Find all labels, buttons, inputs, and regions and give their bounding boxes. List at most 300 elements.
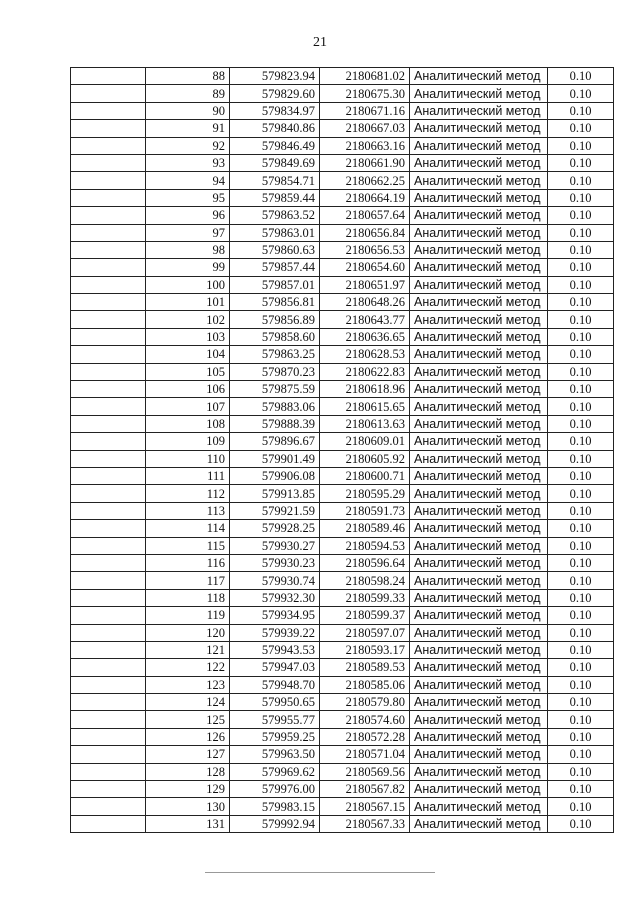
point-number-cell: 104 <box>146 346 230 363</box>
method-cell: Аналитический метод <box>410 450 548 467</box>
method-cell: Аналитический метод <box>410 572 548 589</box>
method-cell: Аналитический метод <box>410 537 548 554</box>
table-row <box>71 294 614 311</box>
accuracy-cell: 0.10 <box>548 746 614 763</box>
point-number-cell: 125 <box>146 711 230 728</box>
method-cell: Аналитический метод <box>410 781 548 798</box>
row-blank-cell <box>71 763 146 780</box>
point-number-cell: 95 <box>146 189 230 206</box>
accuracy-cell: 0.10 <box>548 398 614 415</box>
table-row <box>71 520 614 537</box>
coordinate-x-cell: 579930.27 <box>230 537 320 554</box>
method-cell: Аналитический метод <box>410 467 548 484</box>
accuracy-cell: 0.10 <box>548 85 614 102</box>
accuracy-cell: 0.10 <box>548 294 614 311</box>
accuracy-cell: 0.10 <box>548 641 614 658</box>
accuracy-cell: 0.10 <box>548 728 614 745</box>
point-number-cell: 103 <box>146 328 230 345</box>
accuracy-cell: 0.10 <box>548 102 614 119</box>
table-row <box>71 781 614 798</box>
table-row <box>71 624 614 641</box>
row-blank-cell <box>71 467 146 484</box>
row-blank-cell <box>71 659 146 676</box>
row-blank-cell <box>71 154 146 171</box>
coordinate-y-cell: 2180643.77 <box>320 311 410 328</box>
point-number-cell: 100 <box>146 276 230 293</box>
row-blank-cell <box>71 728 146 745</box>
row-blank-cell <box>71 589 146 606</box>
coordinate-x-cell: 579947.03 <box>230 659 320 676</box>
row-blank-cell <box>71 102 146 119</box>
coordinate-x-cell: 579959.25 <box>230 728 320 745</box>
coordinates-table <box>70 67 614 833</box>
accuracy-cell: 0.10 <box>548 381 614 398</box>
method-cell: Аналитический метод <box>410 102 548 119</box>
coordinate-x-cell: 579888.39 <box>230 415 320 432</box>
coordinate-x-cell: 579863.01 <box>230 224 320 241</box>
table-row <box>71 485 614 502</box>
row-blank-cell <box>71 624 146 641</box>
method-cell: Аналитический метод <box>410 137 548 154</box>
point-number-cell: 106 <box>146 381 230 398</box>
coordinate-y-cell: 2180609.01 <box>320 433 410 450</box>
coordinate-y-cell: 2180628.53 <box>320 346 410 363</box>
method-cell: Аналитический метод <box>410 485 548 502</box>
row-blank-cell <box>71 537 146 554</box>
method-cell: Аналитический метод <box>410 172 548 189</box>
row-blank-cell <box>71 485 146 502</box>
page-bottom-rule <box>205 872 435 873</box>
coordinate-y-cell: 2180579.80 <box>320 694 410 711</box>
accuracy-cell: 0.10 <box>548 224 614 241</box>
table-row <box>71 224 614 241</box>
accuracy-cell: 0.10 <box>548 537 614 554</box>
accuracy-cell: 0.10 <box>548 68 614 85</box>
point-number-cell: 94 <box>146 172 230 189</box>
method-cell: Аналитический метод <box>410 624 548 641</box>
method-cell: Аналитический метод <box>410 189 548 206</box>
table-row <box>71 398 614 415</box>
accuracy-cell: 0.10 <box>548 137 614 154</box>
row-blank-cell <box>71 172 146 189</box>
coordinate-x-cell: 579829.60 <box>230 85 320 102</box>
table-row <box>71 711 614 728</box>
point-number-cell: 88 <box>146 68 230 85</box>
method-cell: Аналитический метод <box>410 763 548 780</box>
coordinate-y-cell: 2180599.33 <box>320 589 410 606</box>
row-blank-cell <box>71 798 146 815</box>
method-cell: Аналитический метод <box>410 798 548 815</box>
row-blank-cell <box>71 502 146 519</box>
coordinate-y-cell: 2180651.97 <box>320 276 410 293</box>
coordinate-y-cell: 2180591.73 <box>320 502 410 519</box>
coordinate-x-cell: 579934.95 <box>230 607 320 624</box>
point-number-cell: 93 <box>146 154 230 171</box>
coordinate-y-cell: 2180661.90 <box>320 154 410 171</box>
point-number-cell: 129 <box>146 781 230 798</box>
table-row <box>71 363 614 380</box>
point-number-cell: 105 <box>146 363 230 380</box>
table-row <box>71 502 614 519</box>
coordinate-x-cell: 579930.74 <box>230 572 320 589</box>
coordinate-y-cell: 2180589.53 <box>320 659 410 676</box>
point-number-cell: 109 <box>146 433 230 450</box>
method-cell: Аналитический метод <box>410 294 548 311</box>
coordinate-y-cell: 2180574.60 <box>320 711 410 728</box>
coordinate-y-cell: 2180648.26 <box>320 294 410 311</box>
method-cell: Аналитический метод <box>410 68 548 85</box>
row-blank-cell <box>71 398 146 415</box>
point-number-cell: 124 <box>146 694 230 711</box>
point-number-cell: 118 <box>146 589 230 606</box>
table-row <box>71 207 614 224</box>
table-row <box>71 676 614 693</box>
row-blank-cell <box>71 572 146 589</box>
row-blank-cell <box>71 328 146 345</box>
accuracy-cell: 0.10 <box>548 781 614 798</box>
row-blank-cell <box>71 120 146 137</box>
accuracy-cell: 0.10 <box>548 207 614 224</box>
row-blank-cell <box>71 815 146 832</box>
coordinate-x-cell: 579930.23 <box>230 554 320 571</box>
point-number-cell: 111 <box>146 467 230 484</box>
point-number-cell: 92 <box>146 137 230 154</box>
point-number-cell: 98 <box>146 241 230 258</box>
method-cell: Аналитический метод <box>410 85 548 102</box>
point-number-cell: 115 <box>146 537 230 554</box>
row-blank-cell <box>71 746 146 763</box>
table-row <box>71 694 614 711</box>
method-cell: Аналитический метод <box>410 815 548 832</box>
coordinate-x-cell: 579992.94 <box>230 815 320 832</box>
table-row <box>71 102 614 119</box>
coordinate-x-cell: 579859.44 <box>230 189 320 206</box>
table-row <box>71 85 614 102</box>
method-cell: Аналитический метод <box>410 398 548 415</box>
row-blank-cell <box>71 641 146 658</box>
coordinate-x-cell: 579875.59 <box>230 381 320 398</box>
point-number-cell: 91 <box>146 120 230 137</box>
table-row <box>71 381 614 398</box>
point-number-cell: 128 <box>146 763 230 780</box>
coordinate-y-cell: 2180597.07 <box>320 624 410 641</box>
point-number-cell: 131 <box>146 815 230 832</box>
coordinate-y-cell: 2180600.71 <box>320 467 410 484</box>
coordinate-x-cell: 579943.53 <box>230 641 320 658</box>
table-row <box>71 815 614 832</box>
point-number-cell: 120 <box>146 624 230 641</box>
method-cell: Аналитический метод <box>410 154 548 171</box>
table-row <box>71 746 614 763</box>
coordinate-y-cell: 2180567.33 <box>320 815 410 832</box>
method-cell: Аналитический метод <box>410 328 548 345</box>
accuracy-cell: 0.10 <box>548 276 614 293</box>
accuracy-cell: 0.10 <box>548 589 614 606</box>
coordinate-x-cell: 579901.49 <box>230 450 320 467</box>
coordinate-x-cell: 579906.08 <box>230 467 320 484</box>
accuracy-cell: 0.10 <box>548 450 614 467</box>
accuracy-cell: 0.10 <box>548 554 614 571</box>
coordinate-y-cell: 2180596.64 <box>320 554 410 571</box>
coordinate-x-cell: 579870.23 <box>230 363 320 380</box>
coordinate-y-cell: 2180585.06 <box>320 676 410 693</box>
point-number-cell: 117 <box>146 572 230 589</box>
table-row <box>71 154 614 171</box>
row-blank-cell <box>71 694 146 711</box>
accuracy-cell: 0.10 <box>548 502 614 519</box>
accuracy-cell: 0.10 <box>548 189 614 206</box>
coordinate-x-cell: 579939.22 <box>230 624 320 641</box>
accuracy-cell: 0.10 <box>548 520 614 537</box>
method-cell: Аналитический метод <box>410 381 548 398</box>
row-blank-cell <box>71 259 146 276</box>
coordinate-x-cell: 579840.86 <box>230 120 320 137</box>
method-cell: Аналитический метод <box>410 676 548 693</box>
accuracy-cell: 0.10 <box>548 798 614 815</box>
coordinate-x-cell: 579921.59 <box>230 502 320 519</box>
table-row <box>71 572 614 589</box>
method-cell: Аналитический метод <box>410 711 548 728</box>
coordinate-y-cell: 2180681.02 <box>320 68 410 85</box>
coordinate-x-cell: 579913.85 <box>230 485 320 502</box>
coordinate-y-cell: 2180664.19 <box>320 189 410 206</box>
accuracy-cell: 0.10 <box>548 433 614 450</box>
coordinate-y-cell: 2180662.25 <box>320 172 410 189</box>
row-blank-cell <box>71 607 146 624</box>
table-row <box>71 346 614 363</box>
table-row <box>71 189 614 206</box>
accuracy-cell: 0.10 <box>548 154 614 171</box>
method-cell: Аналитический метод <box>410 589 548 606</box>
accuracy-cell: 0.10 <box>548 676 614 693</box>
coordinate-y-cell: 2180589.46 <box>320 520 410 537</box>
coordinate-y-cell: 2180656.84 <box>320 224 410 241</box>
point-number-cell: 122 <box>146 659 230 676</box>
table-row <box>71 537 614 554</box>
method-cell: Аналитический метод <box>410 502 548 519</box>
point-number-cell: 113 <box>146 502 230 519</box>
coordinate-y-cell: 2180671.16 <box>320 102 410 119</box>
table-row <box>71 276 614 293</box>
coordinates-table-body <box>71 68 614 833</box>
accuracy-cell: 0.10 <box>548 815 614 832</box>
table-row <box>71 467 614 484</box>
coordinate-y-cell: 2180657.64 <box>320 207 410 224</box>
coordinate-y-cell: 2180613.63 <box>320 415 410 432</box>
point-number-cell: 110 <box>146 450 230 467</box>
coordinate-x-cell: 579976.00 <box>230 781 320 798</box>
coordinate-x-cell: 579857.44 <box>230 259 320 276</box>
point-number-cell: 127 <box>146 746 230 763</box>
row-blank-cell <box>71 241 146 258</box>
table-row <box>71 433 614 450</box>
table-row <box>71 120 614 137</box>
method-cell: Аналитический метод <box>410 259 548 276</box>
coordinate-x-cell: 579928.25 <box>230 520 320 537</box>
point-number-cell: 101 <box>146 294 230 311</box>
row-blank-cell <box>71 85 146 102</box>
row-blank-cell <box>71 294 146 311</box>
point-number-cell: 119 <box>146 607 230 624</box>
coordinate-x-cell: 579856.89 <box>230 311 320 328</box>
method-cell: Аналитический метод <box>410 241 548 258</box>
row-blank-cell <box>71 433 146 450</box>
point-number-cell: 121 <box>146 641 230 658</box>
table-row <box>71 607 614 624</box>
row-blank-cell <box>71 676 146 693</box>
accuracy-cell: 0.10 <box>548 763 614 780</box>
table-row <box>71 415 614 432</box>
coordinate-y-cell: 2180618.96 <box>320 381 410 398</box>
point-number-cell: 102 <box>146 311 230 328</box>
row-blank-cell <box>71 137 146 154</box>
accuracy-cell: 0.10 <box>548 120 614 137</box>
point-number-cell: 107 <box>146 398 230 415</box>
coordinate-y-cell: 2180572.28 <box>320 728 410 745</box>
point-number-cell: 116 <box>146 554 230 571</box>
coordinate-x-cell: 579950.65 <box>230 694 320 711</box>
method-cell: Аналитический метод <box>410 641 548 658</box>
coordinate-x-cell: 579896.67 <box>230 433 320 450</box>
method-cell: Аналитический метод <box>410 607 548 624</box>
accuracy-cell: 0.10 <box>548 346 614 363</box>
coordinate-y-cell: 2180656.53 <box>320 241 410 258</box>
method-cell: Аналитический метод <box>410 207 548 224</box>
row-blank-cell <box>71 711 146 728</box>
accuracy-cell: 0.10 <box>548 485 614 502</box>
coordinate-y-cell: 2180595.29 <box>320 485 410 502</box>
row-blank-cell <box>71 346 146 363</box>
coordinate-x-cell: 579849.69 <box>230 154 320 171</box>
coordinate-x-cell: 579963.50 <box>230 746 320 763</box>
table-row <box>71 728 614 745</box>
method-cell: Аналитический метод <box>410 433 548 450</box>
table-row <box>71 172 614 189</box>
method-cell: Аналитический метод <box>410 520 548 537</box>
coordinate-x-cell: 579948.70 <box>230 676 320 693</box>
table-row <box>71 259 614 276</box>
page-number: 21 <box>313 35 327 50</box>
method-cell: Аналитический метод <box>410 311 548 328</box>
coordinate-y-cell: 2180594.53 <box>320 537 410 554</box>
table-row <box>71 241 614 258</box>
accuracy-cell: 0.10 <box>548 607 614 624</box>
coordinate-x-cell: 579955.77 <box>230 711 320 728</box>
coordinate-y-cell: 2180567.15 <box>320 798 410 815</box>
point-number-cell: 99 <box>146 259 230 276</box>
table-row <box>71 450 614 467</box>
method-cell: Аналитический метод <box>410 746 548 763</box>
point-number-cell: 96 <box>146 207 230 224</box>
coordinate-x-cell: 579863.25 <box>230 346 320 363</box>
coordinate-y-cell: 2180605.92 <box>320 450 410 467</box>
coordinate-x-cell: 579883.06 <box>230 398 320 415</box>
coordinate-x-cell: 579969.62 <box>230 763 320 780</box>
row-blank-cell <box>71 311 146 328</box>
point-number-cell: 114 <box>146 520 230 537</box>
accuracy-cell: 0.10 <box>548 624 614 641</box>
point-number-cell: 130 <box>146 798 230 815</box>
row-blank-cell <box>71 520 146 537</box>
accuracy-cell: 0.10 <box>548 467 614 484</box>
table-row <box>71 137 614 154</box>
coordinate-y-cell: 2180567.82 <box>320 781 410 798</box>
coordinate-y-cell: 2180675.30 <box>320 85 410 102</box>
accuracy-cell: 0.10 <box>548 241 614 258</box>
method-cell: Аналитический метод <box>410 554 548 571</box>
table-row <box>71 798 614 815</box>
coordinate-x-cell: 579860.63 <box>230 241 320 258</box>
coordinate-y-cell: 2180622.83 <box>320 363 410 380</box>
row-blank-cell <box>71 415 146 432</box>
point-number-cell: 112 <box>146 485 230 502</box>
row-blank-cell <box>71 554 146 571</box>
coordinate-y-cell: 2180636.65 <box>320 328 410 345</box>
accuracy-cell: 0.10 <box>548 659 614 676</box>
table-row <box>71 641 614 658</box>
row-blank-cell <box>71 381 146 398</box>
row-blank-cell <box>71 207 146 224</box>
accuracy-cell: 0.10 <box>548 259 614 276</box>
coordinate-y-cell: 2180663.16 <box>320 137 410 154</box>
point-number-cell: 97 <box>146 224 230 241</box>
accuracy-cell: 0.10 <box>548 363 614 380</box>
coordinate-y-cell: 2180599.37 <box>320 607 410 624</box>
coordinate-y-cell: 2180598.24 <box>320 572 410 589</box>
table-row <box>71 589 614 606</box>
table-row <box>71 763 614 780</box>
method-cell: Аналитический метод <box>410 728 548 745</box>
coordinate-y-cell: 2180593.17 <box>320 641 410 658</box>
method-cell: Аналитический метод <box>410 659 548 676</box>
coordinate-x-cell: 579834.97 <box>230 102 320 119</box>
row-blank-cell <box>71 224 146 241</box>
coordinate-x-cell: 579858.60 <box>230 328 320 345</box>
method-cell: Аналитический метод <box>410 415 548 432</box>
coordinate-x-cell: 579983.15 <box>230 798 320 815</box>
coordinate-y-cell: 2180569.56 <box>320 763 410 780</box>
accuracy-cell: 0.10 <box>548 572 614 589</box>
accuracy-cell: 0.10 <box>548 694 614 711</box>
coordinate-y-cell: 2180667.03 <box>320 120 410 137</box>
method-cell: Аналитический метод <box>410 120 548 137</box>
accuracy-cell: 0.10 <box>548 711 614 728</box>
accuracy-cell: 0.10 <box>548 328 614 345</box>
table-row <box>71 68 614 85</box>
coordinate-y-cell: 2180615.65 <box>320 398 410 415</box>
coordinate-x-cell: 579932.30 <box>230 589 320 606</box>
method-cell: Аналитический метод <box>410 694 548 711</box>
row-blank-cell <box>71 363 146 380</box>
table-row <box>71 311 614 328</box>
accuracy-cell: 0.10 <box>548 311 614 328</box>
coordinate-x-cell: 579856.81 <box>230 294 320 311</box>
method-cell: Аналитический метод <box>410 363 548 380</box>
coordinate-x-cell: 579846.49 <box>230 137 320 154</box>
coordinate-x-cell: 579854.71 <box>230 172 320 189</box>
point-number-cell: 89 <box>146 85 230 102</box>
point-number-cell: 123 <box>146 676 230 693</box>
row-blank-cell <box>71 68 146 85</box>
coordinate-x-cell: 579863.52 <box>230 207 320 224</box>
row-blank-cell <box>71 781 146 798</box>
row-blank-cell <box>71 276 146 293</box>
table-row <box>71 554 614 571</box>
coordinate-y-cell: 2180571.04 <box>320 746 410 763</box>
coordinate-y-cell: 2180654.60 <box>320 259 410 276</box>
coordinate-x-cell: 579823.94 <box>230 68 320 85</box>
method-cell: Аналитический метод <box>410 346 548 363</box>
